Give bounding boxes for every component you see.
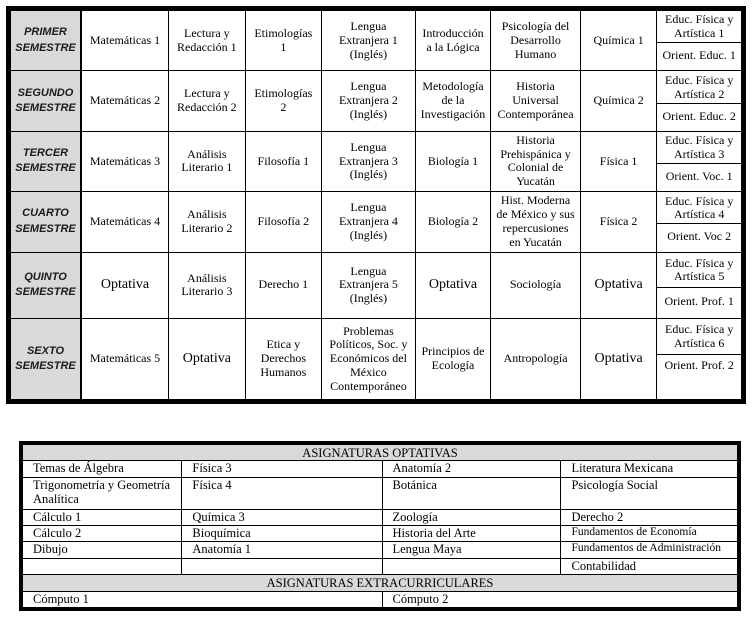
subject-cell xyxy=(81,9,169,71)
cell-line: SEXTO xyxy=(26,344,65,357)
cell-line: Matemáticas 2 xyxy=(89,93,161,108)
cell-line: Investigación xyxy=(420,107,486,121)
subject-cell xyxy=(322,9,416,71)
elective-cell: Literatura Mexicana xyxy=(561,461,739,477)
cell-line: Artística 3 xyxy=(674,146,725,161)
cell-line: Educ. Física y xyxy=(665,193,734,208)
cell-line: México xyxy=(350,364,387,379)
subject-cell xyxy=(415,192,491,252)
cell-line: Antropología xyxy=(503,351,568,366)
subject-cell xyxy=(322,131,416,191)
subject-cell xyxy=(245,9,322,71)
cell-line: Derecho 1 xyxy=(258,277,309,292)
cell-line: Etica y xyxy=(266,337,301,352)
cell-line: repercusiones xyxy=(502,220,569,235)
cell-line: Análisis xyxy=(187,207,227,222)
elective-cell: Fundamentos de Economía xyxy=(561,526,739,542)
subject-cell xyxy=(580,9,657,71)
cell-line: Orient. Voc 2 xyxy=(667,229,732,244)
subject-cell xyxy=(415,71,491,131)
cell-line: Prehispánica y xyxy=(500,146,571,161)
elective-cell: Cálculo 2 xyxy=(21,526,182,542)
cell-line: SEMESTRE xyxy=(15,102,76,115)
cell-line: Orient. Prof. 1 xyxy=(664,294,734,309)
elective-row xyxy=(21,558,739,574)
cell-line: Optativa xyxy=(428,277,478,293)
semester-row xyxy=(9,319,744,402)
cell-line: PRIMER xyxy=(24,26,67,39)
elective-cell: Física 3 xyxy=(182,461,382,477)
cell-line: Lectura y xyxy=(184,86,230,101)
cell-line: Extranjera 4 xyxy=(338,213,398,228)
cell-line: Análisis xyxy=(187,270,227,285)
cell-line: SEMESTRE xyxy=(15,162,76,175)
cell-line: de México y sus xyxy=(496,207,575,222)
cell-line: Humanos xyxy=(260,364,307,379)
cell-line: Química 2 xyxy=(593,93,644,108)
cell-line: Física 1 xyxy=(599,153,638,168)
cell-line: Análisis xyxy=(187,146,227,161)
cell-line: Matemáticas 5 xyxy=(89,351,161,366)
elective-cell: Trigonometría y Geometría Analítica xyxy=(21,477,182,509)
elective-row xyxy=(21,526,739,542)
cell-line: Educ. Física y xyxy=(665,255,734,270)
cell-line: (Inglés) xyxy=(349,107,388,121)
orientacion-subcell xyxy=(657,164,741,190)
subject-cell xyxy=(245,319,322,402)
subject-cell xyxy=(322,192,416,252)
cell-line: Universal xyxy=(512,93,559,108)
cell-line: 2 xyxy=(280,100,287,115)
cell-line: Matemáticas 3 xyxy=(89,153,161,168)
cell-line: Desarrollo xyxy=(510,32,561,47)
educ-orient-cell xyxy=(657,131,744,191)
semester-label xyxy=(9,319,81,402)
cell-line: Colonial de xyxy=(507,160,564,175)
elective-cell: Historia del Arte xyxy=(382,526,561,542)
subject-cell xyxy=(491,252,581,319)
extracurricular-row xyxy=(21,591,739,609)
cell-line: Orient. Educ. 2 xyxy=(662,108,736,123)
semester-label xyxy=(9,252,81,319)
cell-line: Económicos del xyxy=(329,351,407,366)
elective-cell: Fundamentos de Administración xyxy=(561,542,739,558)
subject-cell xyxy=(491,192,581,252)
cell-line: Educ. Física y xyxy=(665,322,734,337)
elective-cell: Anatomía 1 xyxy=(182,542,382,558)
cell-line: en Yucatán xyxy=(509,234,562,249)
semester-label xyxy=(9,131,81,191)
cell-line: Lengua xyxy=(350,139,387,154)
cell-line: Historia xyxy=(516,79,555,94)
semester-row xyxy=(9,71,744,131)
cell-line: Optativa xyxy=(594,277,643,293)
cell-line: Educ. Física y xyxy=(665,12,734,27)
cell-line: Optativa xyxy=(182,350,231,366)
electives-table xyxy=(19,441,741,611)
elective-cell xyxy=(382,558,561,574)
subject-cell xyxy=(169,9,246,71)
subject-cell xyxy=(81,131,169,191)
extracurricular-cell: Cómputo 1 xyxy=(21,591,382,609)
cell-line: Problemas xyxy=(343,323,394,338)
educ-fisica-subcell xyxy=(657,73,741,104)
cell-line: Extranjera 2 xyxy=(338,93,398,108)
cell-line: 1 xyxy=(280,39,287,54)
elective-row xyxy=(21,542,739,558)
cell-line: Educ. Física y xyxy=(665,72,734,87)
subject-cell xyxy=(491,71,581,131)
elective-cell: Química 3 xyxy=(182,509,382,525)
subject-cell xyxy=(245,192,322,252)
subject-cell xyxy=(580,319,657,402)
cell-line: (Inglés) xyxy=(349,46,388,61)
cell-line: Artística 6 xyxy=(674,336,725,351)
elective-row xyxy=(21,509,739,525)
subject-cell xyxy=(81,319,169,402)
cell-line: SEMESTRE xyxy=(15,222,76,235)
cell-line: Lengua xyxy=(350,19,387,34)
semester-row xyxy=(9,192,744,252)
educ-orient-cell xyxy=(657,192,744,252)
subject-cell xyxy=(580,252,657,319)
orientacion-subcell xyxy=(657,355,741,398)
cell-line: Ecología xyxy=(431,358,475,373)
elective-cell: Bioquímica xyxy=(182,526,382,542)
cell-line: Historia xyxy=(516,132,555,147)
cell-line: Psicología del xyxy=(501,19,570,34)
semester-label xyxy=(9,71,81,131)
cell-line: SEGUNDO xyxy=(17,86,74,99)
subject-cell xyxy=(169,319,246,402)
cell-line: Optativa xyxy=(594,350,643,366)
subject-cell xyxy=(322,319,416,402)
subject-cell xyxy=(245,252,322,319)
subject-cell xyxy=(415,131,491,191)
educ-orient-cell xyxy=(657,252,744,319)
cell-line: Literario 3 xyxy=(181,284,233,299)
cell-line: Orient. Educ. 1 xyxy=(662,48,736,63)
elective-cell: Dibujo xyxy=(21,542,182,558)
cell-line: Literario 1 xyxy=(181,160,233,175)
elective-cell: Temas de Álgebra xyxy=(21,461,182,477)
cell-line: Lectura y xyxy=(184,25,230,40)
cell-line: Introducción xyxy=(422,25,484,40)
subject-cell xyxy=(580,131,657,191)
extracurriculares-header: ASIGNATURAS EXTRACURRICULARES xyxy=(21,575,739,591)
subject-cell xyxy=(580,71,657,131)
subject-cell xyxy=(415,9,491,71)
cell-line: (Inglés) xyxy=(349,291,388,306)
cell-line: Filosofía 2 xyxy=(257,213,310,228)
cell-line: Biología 1 xyxy=(427,153,479,168)
elective-cell: Derecho 2 xyxy=(561,509,739,525)
cell-line: CUARTO xyxy=(22,207,69,220)
semester-row xyxy=(9,9,744,71)
cell-line: SEMESTRE xyxy=(15,286,76,299)
educ-fisica-subcell xyxy=(657,321,741,355)
subject-cell xyxy=(580,192,657,252)
cell-line: Química 1 xyxy=(593,32,644,47)
cell-line: Metodología xyxy=(422,79,484,94)
cell-line: Literario 2 xyxy=(181,220,233,235)
cell-line: Educ. Física y xyxy=(665,133,734,148)
cell-line: Extranjera 5 xyxy=(338,277,398,292)
elective-row xyxy=(21,477,739,509)
cell-line: Extranjera 1 xyxy=(338,32,398,47)
semester-label xyxy=(9,9,81,71)
educ-orient-cell xyxy=(657,71,744,131)
cell-line: SEMESTRE xyxy=(15,41,76,54)
cell-line: Biología 2 xyxy=(427,213,479,228)
elective-cell: Contabilidad xyxy=(561,558,739,574)
cell-line: Lengua xyxy=(350,200,387,215)
cell-line: Filosofía 1 xyxy=(257,153,310,168)
cell-line: Redacción 1 xyxy=(177,39,237,54)
cell-line: Artística 2 xyxy=(674,86,725,101)
elective-cell xyxy=(182,558,382,574)
cell-line: Artística 5 xyxy=(674,269,725,284)
cell-line: Matemáticas 1 xyxy=(89,32,161,47)
cell-line: Artística 4 xyxy=(674,207,725,222)
subject-cell xyxy=(491,131,581,191)
cell-line: (Inglés) xyxy=(349,167,388,182)
subject-cell xyxy=(245,71,322,131)
cell-line: Contemporáneo xyxy=(330,378,407,393)
cell-line: Yucatán xyxy=(516,174,555,189)
cell-line: SEMESTRE xyxy=(15,360,76,373)
curriculum-table xyxy=(6,6,746,404)
cell-line: Matemáticas 4 xyxy=(89,213,161,228)
optativas-header: ASIGNATURAS OPTATIVAS xyxy=(21,443,739,461)
cell-line: Principios de xyxy=(421,344,485,359)
elective-row xyxy=(21,461,739,477)
elective-cell xyxy=(21,558,182,574)
cell-line: (Inglés) xyxy=(349,227,388,242)
semester-label xyxy=(9,192,81,252)
subject-cell xyxy=(415,252,491,319)
cell-line: Optativa xyxy=(100,277,150,293)
cell-line: Políticos, Soc. y xyxy=(329,337,408,352)
subject-cell xyxy=(81,71,169,131)
cell-line: Orient. Voc. 1 xyxy=(665,169,733,184)
elective-cell: Zoología xyxy=(382,509,561,525)
elective-cell: Cálculo 1 xyxy=(21,509,182,525)
subject-cell xyxy=(322,71,416,131)
cell-line: Humano xyxy=(514,46,557,61)
cell-line: TERCER xyxy=(22,147,69,160)
subject-cell xyxy=(81,252,169,319)
educ-fisica-subcell xyxy=(657,133,741,164)
elective-cell: Lengua Maya xyxy=(382,542,561,558)
semester-row xyxy=(9,252,744,319)
subject-cell xyxy=(415,319,491,402)
cell-line: Redacción 2 xyxy=(177,100,237,115)
orientacion-subcell xyxy=(657,43,741,69)
cell-line: Orient. Prof. 2 xyxy=(664,357,734,372)
educ-fisica-subcell xyxy=(657,254,741,288)
subject-cell xyxy=(245,131,322,191)
cell-line: Derechos xyxy=(260,351,306,366)
cell-line: Etimologías xyxy=(254,25,313,40)
subject-cell xyxy=(491,9,581,71)
extracurricular-cell: Cómputo 2 xyxy=(382,591,739,609)
educ-fisica-subcell xyxy=(657,12,741,43)
cell-line: QUINTO xyxy=(24,270,67,283)
cell-line: de la xyxy=(441,93,465,108)
semester-row xyxy=(9,131,744,191)
educ-orient-cell xyxy=(657,319,744,402)
cell-line: a la Lógica xyxy=(426,39,480,54)
cell-line: Sociología xyxy=(509,277,562,292)
educ-fisica-subcell xyxy=(657,193,741,224)
cell-line: Etimologías xyxy=(254,86,313,101)
cell-line: Artística 1 xyxy=(674,26,725,41)
elective-cell: Psicología Social xyxy=(561,477,739,509)
orientacion-subcell xyxy=(657,224,741,250)
educ-orient-cell xyxy=(657,9,744,71)
cell-line: Lengua xyxy=(350,263,387,278)
elective-cell: Botánica xyxy=(382,477,561,509)
subject-cell xyxy=(169,192,246,252)
elective-cell: Física 4 xyxy=(182,477,382,509)
cell-line: Hist. Moderna xyxy=(500,193,571,208)
subject-cell xyxy=(169,252,246,319)
cell-line: Contemporánea xyxy=(497,107,574,121)
elective-cell: Anatomía 2 xyxy=(382,461,561,477)
subject-cell xyxy=(491,319,581,402)
subject-cell xyxy=(169,71,246,131)
cell-line: Física 2 xyxy=(599,213,638,228)
orientacion-subcell xyxy=(657,104,741,130)
subject-cell xyxy=(81,192,169,252)
cell-line: Extranjera 3 xyxy=(338,153,398,168)
orientacion-subcell xyxy=(657,288,741,317)
subject-cell xyxy=(322,252,416,319)
subject-cell xyxy=(169,131,246,191)
cell-line: Lengua xyxy=(350,79,387,94)
